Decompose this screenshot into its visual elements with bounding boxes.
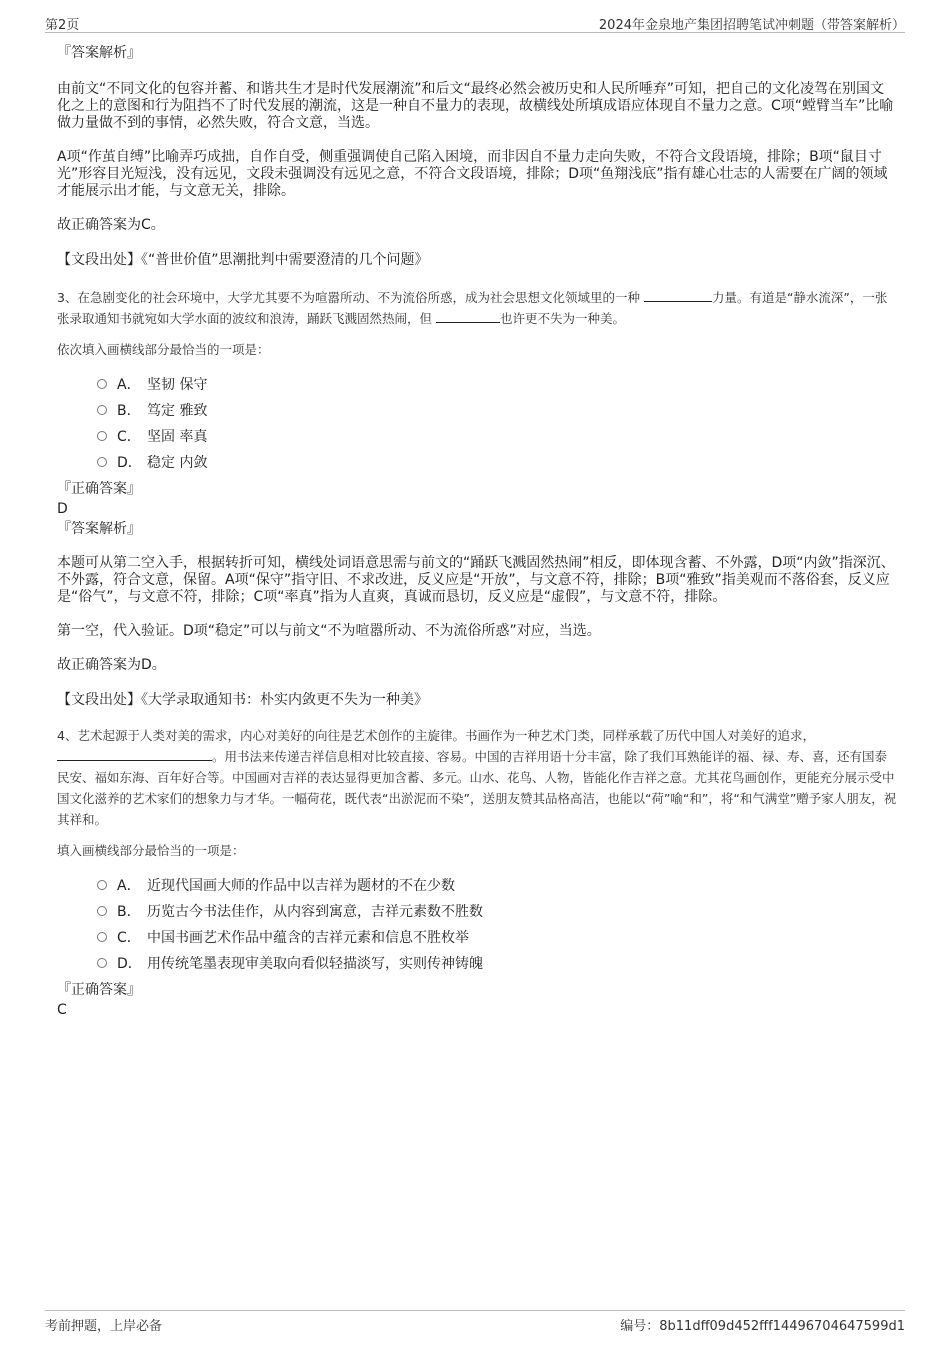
source-citation: 【文段出处】《大学录取通知书：朴实内敛更不失为一种美》: [57, 692, 428, 708]
question-instruction: 依次填入画横线部分最恰当的一项是：: [57, 342, 270, 357]
option-a[interactable]: A． 近现代国画大师的作品中以吉祥为题材的不在少数: [97, 873, 897, 899]
conclusion: 故正确答案为D。: [57, 657, 166, 673]
option-list: [97, 372, 897, 476]
page-header: [45, 12, 905, 33]
question-stem: 3、在急剧变化的社会环境中，大学尤其要不为喧嚣所动、不为流俗所惑，成为社会思想文化领域里的一种 力量。有道是“静水流深”，一张张录取通知书就宛如大学水面的波纹和浪涛，踊跃飞溅固然热闹，但 也许更不失为一种美。: [57, 290, 888, 326]
answer-blank: [436, 309, 500, 323]
question-stem: 4、艺术起源于人类对美的需求，内心对美好的向往是艺术创作的主旋律。书画作为一种艺术门类，同样承载了历代中国人对美好的追求，。用书法来传递吉祥信息相对比较直接、容易。中国的吉祥用语十分丰富，除了我们耳熟能详的福、禄、寿、喜，还有国泰民安、福如东海、百年好合等。中国画对吉祥的表达显得更加含蓄、多元。山水、花鸟、人物，皆能化作吉祥之意。尤其花鸟画创作，更能充分展示受中国文化滋养的艺术家们的想象力与才华。一幅荷花，既代表“出淤泥而不染”，送朋友赞其品格高洁，也能以“荷”喻“和”，将“和气满堂”赠予家人朋友，祝其祥和。: [57, 728, 897, 827]
option-d[interactable]: D． 用传统笔墨表现审美取向看似轻描淡写，实则传神铸魄: [97, 951, 897, 977]
document-id: 编号：8b11dff09d452fff14496704647599d1: [620, 1319, 905, 1334]
conclusion: 故正确答案为C。: [57, 217, 165, 233]
analysis-paragraph: 本题可从第二空入手，根据转折可知，横线处词语意思需与前文的“踊跃飞溅固然热闹”相反，即体现含蓄、不外露，D项“内敛”指深沉、不外露，符合文意，保留。A项“保守”指守旧、不求改进，反义应是“开放”，与文意不符，排除；B项“雅致”指美观而不落俗套，反义应是“俗气”，与文意不符，排除；C项“率真”指为人直爽，真诚而恳切，反义应是“虚假”，与文意不符，排除。: [57, 555, 895, 605]
option-d[interactable]: D． 稳定 内敛: [97, 450, 897, 476]
analysis-label: 『答案解析』: [57, 45, 141, 61]
analysis-paragraph: 由前文“不同文化的包容并蓄、和谐共生才是时代发展潮流”和后文“最终必然会被历史和人民所唾弃”可知，把自己的文化凌驾在别国文化之上的意图和行为阻挡不了时代发展的潮流，这是一种自不量力的表现，故横线处所填成语应体现自不量力之意。C项“螳臂当车”比喻做力量做不到的事情，必然失败，符合文意，当选。: [57, 81, 894, 131]
answer-label: 『正确答案』: [57, 481, 141, 497]
option-c[interactable]: C． 中国书画艺术作品中蕴含的吉祥元素和信息不胜枚举: [97, 925, 897, 951]
radio-icon[interactable]: [97, 405, 107, 415]
analysis-paragraph: A项“作茧自缚”比喻弄巧成拙，自作自受，侧重强调使自己陷入困境，而非因自不量力走向失败，不符合文段语境，排除；B项“鼠目寸光”形容目光短浅，没有远见，文段未强调没有远见之意，不符合文段语境，排除；D项“鱼翔浅底”指有雄心壮志的人需要在广阔的领域才能展示出才能，与文意无关，排除。: [57, 149, 888, 199]
analysis-label: 『答案解析』: [57, 521, 141, 537]
answer-label: 『正确答案』: [57, 982, 141, 998]
footer-slogan: 考前押题，上岸必备: [45, 1319, 163, 1334]
question-instruction: 填入画横线部分最恰当的一项是：: [57, 843, 245, 858]
radio-icon[interactable]: [97, 932, 107, 942]
option-b[interactable]: B． 笃定 雅致: [97, 398, 897, 424]
page-number: 第2页: [45, 18, 80, 33]
radio-icon[interactable]: [97, 958, 107, 968]
correct-answer: C: [57, 1002, 67, 1018]
correct-answer: D: [57, 501, 68, 517]
document-title: 2024年金泉地产集团招聘笔试冲刺题（带答案解析）: [598, 18, 905, 33]
radio-icon[interactable]: [97, 379, 107, 389]
answer-blank: [644, 288, 712, 302]
option-a[interactable]: A． 坚韧 保守: [97, 372, 897, 398]
answer-blank: [57, 747, 212, 761]
source-citation: 【文段出处】《“普世价值”思潮批判中需要澄清的几个问题》: [57, 252, 429, 268]
document-body: [57, 44, 897, 1019]
option-b[interactable]: B． 历览古今书法佳作，从内容到寓意，吉祥元素数不胜数: [97, 899, 897, 925]
option-list: [97, 873, 897, 977]
radio-icon[interactable]: [97, 431, 107, 441]
radio-icon[interactable]: [97, 880, 107, 890]
radio-icon[interactable]: [97, 457, 107, 467]
analysis-paragraph: 第一空，代入验证。D项“稳定”可以与前文“不为喧嚣所动、不为流俗所惑”对应，当选。: [57, 623, 601, 639]
option-c[interactable]: C． 坚固 率真: [97, 424, 897, 450]
radio-icon[interactable]: [97, 906, 107, 916]
page-footer: [45, 1310, 905, 1335]
